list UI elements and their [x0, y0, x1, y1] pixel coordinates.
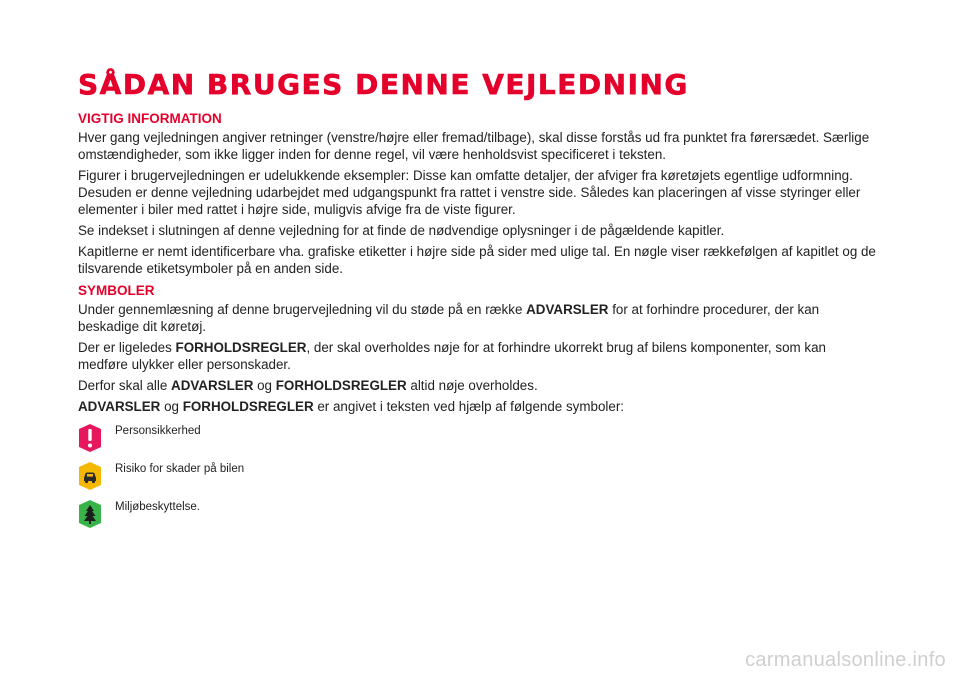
keyword-forholdsregler: FORHOLDSREGLER: [182, 398, 314, 414]
symbol-item-personal: [78, 423, 878, 461]
paragraph-chapters: Kapitlerne er nemt identificerbare vha. grafiske etiketter i højre side på sider med ulige tal. En nøgle viser rækkefølgen af kapitlet og de tilsvarende etiketsymboler på en anden side.: [78, 243, 876, 276]
watermark: carmanualsonline.info: [745, 649, 946, 671]
paragraph-precautions: Der er ligeledes FORHOLDSREGLER, der skal overholdes nøje for at forhindre ukorrekt brug af bilens komponenter, som kan medføre ulykker eller personskader.: [78, 339, 826, 372]
symbol-label: Risiko for skader på bilen: [115, 462, 245, 475]
keyword-forholdsregler: FORHOLDSREGLER: [175, 339, 307, 355]
paragraph-observe: Derfor skal alle ADVARSLER og FORHOLDSREGLER altid nøje overholdes.: [78, 377, 538, 393]
section-heading-symbols: SYMBOLER: [78, 282, 155, 298]
symbol-label: Miljøbeskyttelse.: [115, 500, 200, 513]
paragraph-index: Se indekset i slutningen af denne vejledning for at finde de nødvendige oplysninger i de pågældende kapitler.: [78, 222, 725, 238]
car-damage-icon: [78, 461, 102, 491]
environment-icon: [78, 499, 102, 529]
section-heading-important-info: VIGTIG INFORMATION: [78, 110, 222, 126]
symbol-item-environment: [78, 499, 878, 537]
paragraph-warnings: Under gennemlæsning af denne brugervejledning vil du støde på en række ADVARSLER for at forhindre procedurer, der kan beskadige dit køretøj.: [78, 301, 820, 334]
page-title: SÅDAN BRUGES DENNE VEJLEDNING: [78, 68, 689, 101]
keyword-advarsler: ADVARSLER: [526, 301, 609, 317]
symbol-label: Personsikkerhed: [115, 424, 201, 437]
keyword-advarsler: ADVARSLER: [171, 377, 254, 393]
symbol-item-car: [78, 461, 878, 499]
paragraph-directions: Hver gang vejledningen angiver retninger (venstre/højre eller fremad/tilbage), skal disse forstås ud fra punktet fra førersædet. Særlige omstændigheder, som ikke ligger inden for denne regel, vil være henholdsvist specificeret i teksten.: [78, 129, 870, 162]
manual-page: [78, 70, 878, 537]
keyword-forholdsregler: FORHOLDSREGLER: [275, 377, 407, 393]
keyword-advarsler: ADVARSLER: [78, 398, 161, 414]
personal-safety-icon: [78, 423, 102, 453]
paragraph-symbol-intro: ADVARSLER og FORHOLDSREGLER er angivet i teksten ved hjælp af følgende symboler:: [78, 398, 625, 414]
symbol-list: [78, 423, 878, 537]
paragraph-figures: Figurer i brugervejledningen er udelukkende eksempler: Disse kan omfatte detaljer, der afviger fra køretøjets egentlige udformning. Desuden er denne vejledning udarbejdet med udgangspunkt fra rattet i venstre side. Således kan placeringen af visse styringer eller elementer i biler med rattet i højre side, muligvis afvige fra de viste figurer.: [78, 167, 861, 217]
